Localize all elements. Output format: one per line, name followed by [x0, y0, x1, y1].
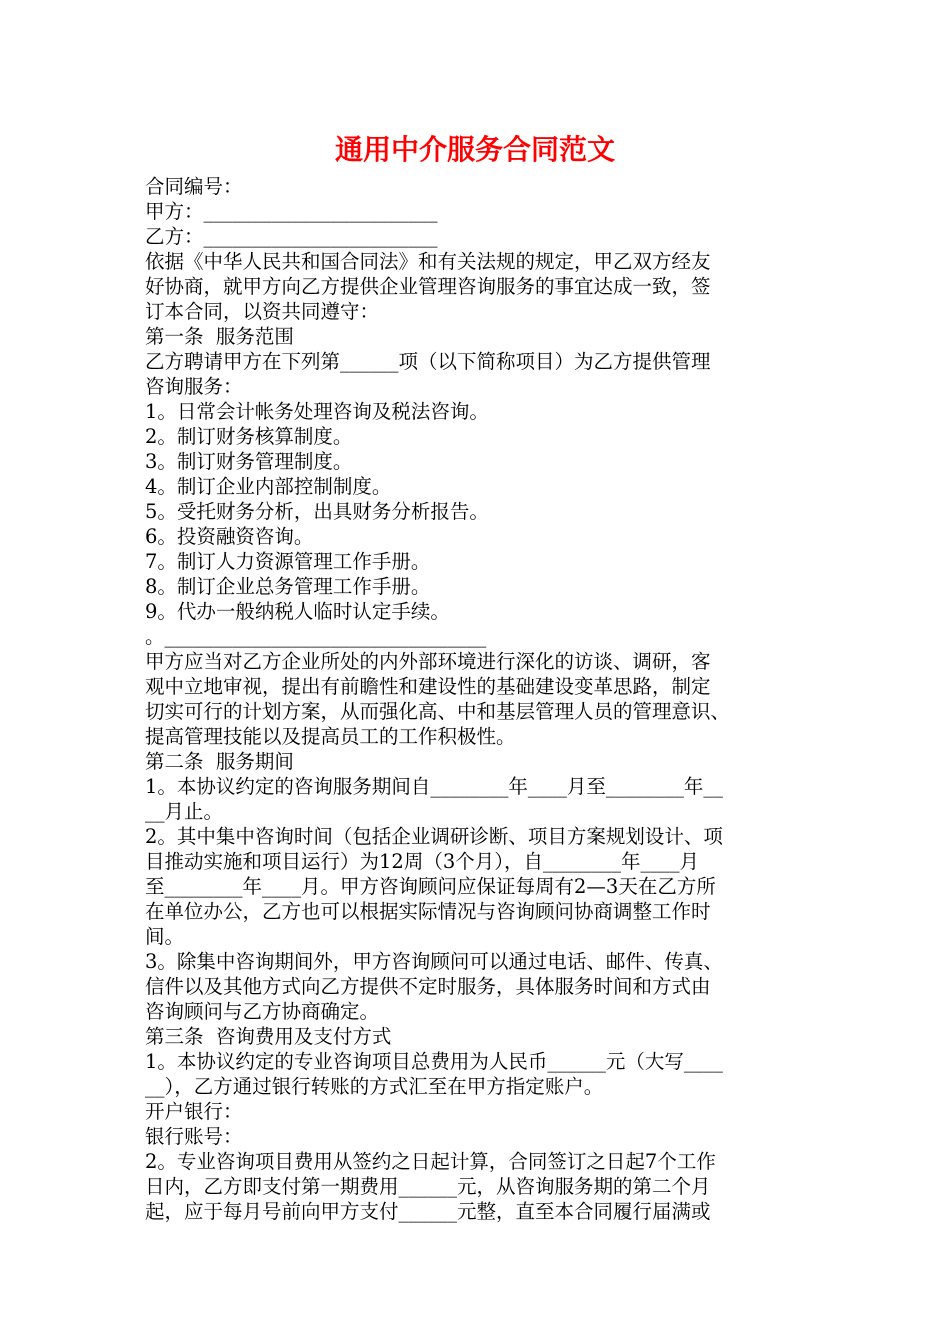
- text-line: 起，应于每月号前向甲方支付______元整，直至本合同履行届满或: [145, 1200, 711, 1223]
- text-line: __月止。: [145, 800, 224, 823]
- text-line: 第一条 服务范围: [145, 325, 294, 348]
- text-line: 合同编号：: [145, 175, 243, 198]
- text-line: 1。本协议约定的咨询服务期间自________年____月至________年__: [145, 775, 723, 798]
- text-line: 观中立地审视，提出有前瞻性和建设性的基础建设变革思路，制定: [145, 675, 711, 698]
- text-line: 在单位办公，乙方也可以根据实际情况与咨询顾问协商调整工作时: [145, 900, 711, 923]
- text-line: 间。: [145, 925, 185, 948]
- text-line: 切实可行的计划方案，从而强化高、中和基层管理人员的管理意识、: [145, 700, 731, 723]
- text-line: 甲方应当对乙方企业所处的内外部环境进行深化的访谈、调研，客: [145, 650, 711, 673]
- text-line: 咨询服务：: [145, 375, 243, 398]
- text-line: 9。代办一般纳税人临时认定手续。: [145, 600, 450, 623]
- text-line: 2。制订财务核算制度。: [145, 425, 353, 448]
- document-body: [145, 174, 810, 1224]
- text-line: __），乙方通过银行转账的方式汇至在甲方指定账户。: [145, 1075, 604, 1098]
- text-line: 1。本协议约定的专业咨询项目总费用为人民币______元（大写____: [145, 1050, 723, 1073]
- text-line: 提高管理技能以及提高员工的工作积极性。: [145, 725, 516, 748]
- text-line: 第二条 服务期间: [145, 750, 294, 773]
- text-line: 第三条 咨询费用及支付方式: [145, 1025, 392, 1048]
- text-line: 。_________________________________: [145, 625, 487, 648]
- text-line: 6。投资融资咨询。: [145, 525, 314, 548]
- text-line: 2。其中集中咨询时间（包括企业调研诊断、项目方案规划设计、项: [145, 825, 723, 848]
- text-line: 8。制订企业总务管理工作手册。: [145, 575, 431, 598]
- text-line: 目推动实施和项目运行）为12周（3个月），自________年____月: [145, 850, 699, 873]
- document-title: 通用中介服务合同范文: [334, 133, 615, 166]
- text-line: 3。制订财务管理制度。: [145, 450, 353, 473]
- text-line: 乙方：________________________: [145, 225, 438, 248]
- text-line: 5。受托财务分析，出具财务分析报告。: [145, 500, 489, 523]
- text-line: 银行账号：: [145, 1125, 243, 1148]
- text-line: 信件以及其他方式向乙方提供不定时服务，具体服务时间和方式由: [145, 975, 711, 998]
- text-line: 甲方：________________________: [145, 200, 438, 223]
- text-line: 好协商，就甲方向乙方提供企业管理咨询服务的事宜达成一致，签: [145, 275, 711, 298]
- text-line: 乙方聘请甲方在下列第______项（以下简称项目）为乙方提供管理: [145, 350, 711, 373]
- text-line: 订本合同，以资共同遵守：: [145, 300, 380, 323]
- text-line: 2。专业咨询项目费用从签约之日起计算，合同签订之日起7个工作: [145, 1150, 716, 1173]
- text-line: 日内，乙方即支付第一期费用______元，从咨询服务期的第二个月: [145, 1175, 711, 1198]
- text-line: 3。除集中咨询期间外，甲方咨询顾问可以通过电话、邮件、传真、: [145, 950, 723, 973]
- text-line: 至________年____月。甲方咨询顾问应保证每周有2—3天在乙方所: [145, 875, 716, 898]
- text-line: 依据《中华人民共和国合同法》和有关法规的规定，甲乙双方经友: [145, 250, 711, 273]
- text-line: 4。制订企业内部控制制度。: [145, 475, 392, 498]
- text-line: 咨询顾问与乙方协商确定。: [145, 1000, 380, 1023]
- text-line: 1。日常会计帐务处理咨询及税法咨询。: [145, 400, 489, 423]
- text-line: 7。制订人力资源管理工作手册。: [145, 550, 431, 573]
- text-line: 开户银行：: [145, 1100, 243, 1123]
